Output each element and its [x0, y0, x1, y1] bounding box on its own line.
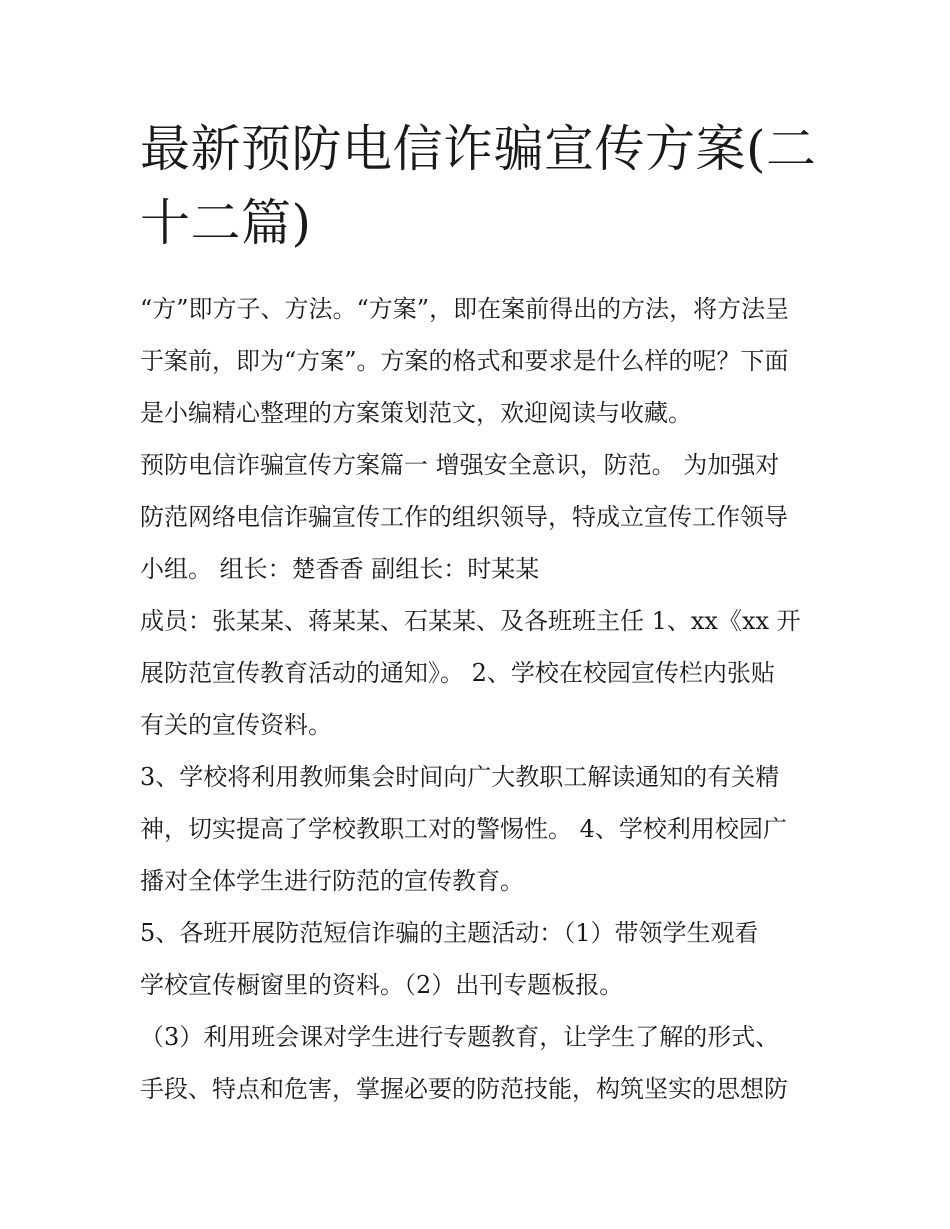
text-line: 学校宣传橱窗里的资料。（2）出刊专题板报。 — [140, 971, 624, 999]
text-line: 手段、特点和危害，掌握必要的防范技能，构筑坚实的思想防 — [140, 1075, 788, 1103]
text-line: “方”即方子、方法。“方案”，即在案前得出的方法，将方法呈 — [140, 295, 790, 323]
text-line: 5、各班开展防范短信诈骗的主题活动：（1）带领学生观看 — [140, 919, 759, 947]
paragraph-class-activities — [140, 907, 820, 1011]
paragraph-leadership — [140, 439, 820, 595]
text-line: 预防电信诈骗宣传方案篇一 增强安全意识，防范。 为加强对 — [140, 451, 780, 479]
document-content — [140, 112, 820, 1115]
text-line: 于案前，即为“方案”。方案的格式和要求是什么样的呢？下面 — [140, 347, 789, 375]
paragraph-members — [140, 595, 820, 751]
text-line: 神，切实提高了学校教职工对的警惕性。 4、学校利用校园广 — [140, 815, 787, 843]
title-line: 最新预防电信诈骗宣传方案(二 — [140, 120, 817, 178]
text-line: 有关的宣传资料。 — [140, 711, 332, 739]
paragraph-intro — [140, 283, 820, 439]
text-line: 3、学校将利用教师集会时间向广大教职工解读通知的有关精 — [140, 763, 780, 791]
paragraph-class-meeting — [140, 1011, 820, 1115]
text-line: （3）利用班会课对学生进行专题教育，让学生了解的形式、 — [140, 1023, 780, 1051]
document-body — [140, 283, 820, 1115]
text-line: 是小编精心整理的方案策划范文，欢迎阅读与收藏。 — [140, 399, 692, 427]
text-line: 小组。 组长：楚香香 副组长：时某某 — [140, 555, 540, 583]
paragraph-staff-education — [140, 751, 820, 907]
title-line: 十二篇) — [140, 194, 312, 252]
text-line: 防范网络电信诈骗宣传工作的组织领导，特成立宣传工作领导 — [140, 503, 788, 531]
text-line: 成员：张某某、蒋某某、石某某、及各班班主任 1、xx《xx 开 — [140, 607, 801, 635]
text-line: 展防范宣传教育活动的通知》。 2、学校在校园宣传栏内张贴 — [140, 659, 775, 687]
text-line: 播对全体学生进行防范的宣传教育。 — [140, 867, 524, 895]
document-title — [140, 112, 820, 260]
